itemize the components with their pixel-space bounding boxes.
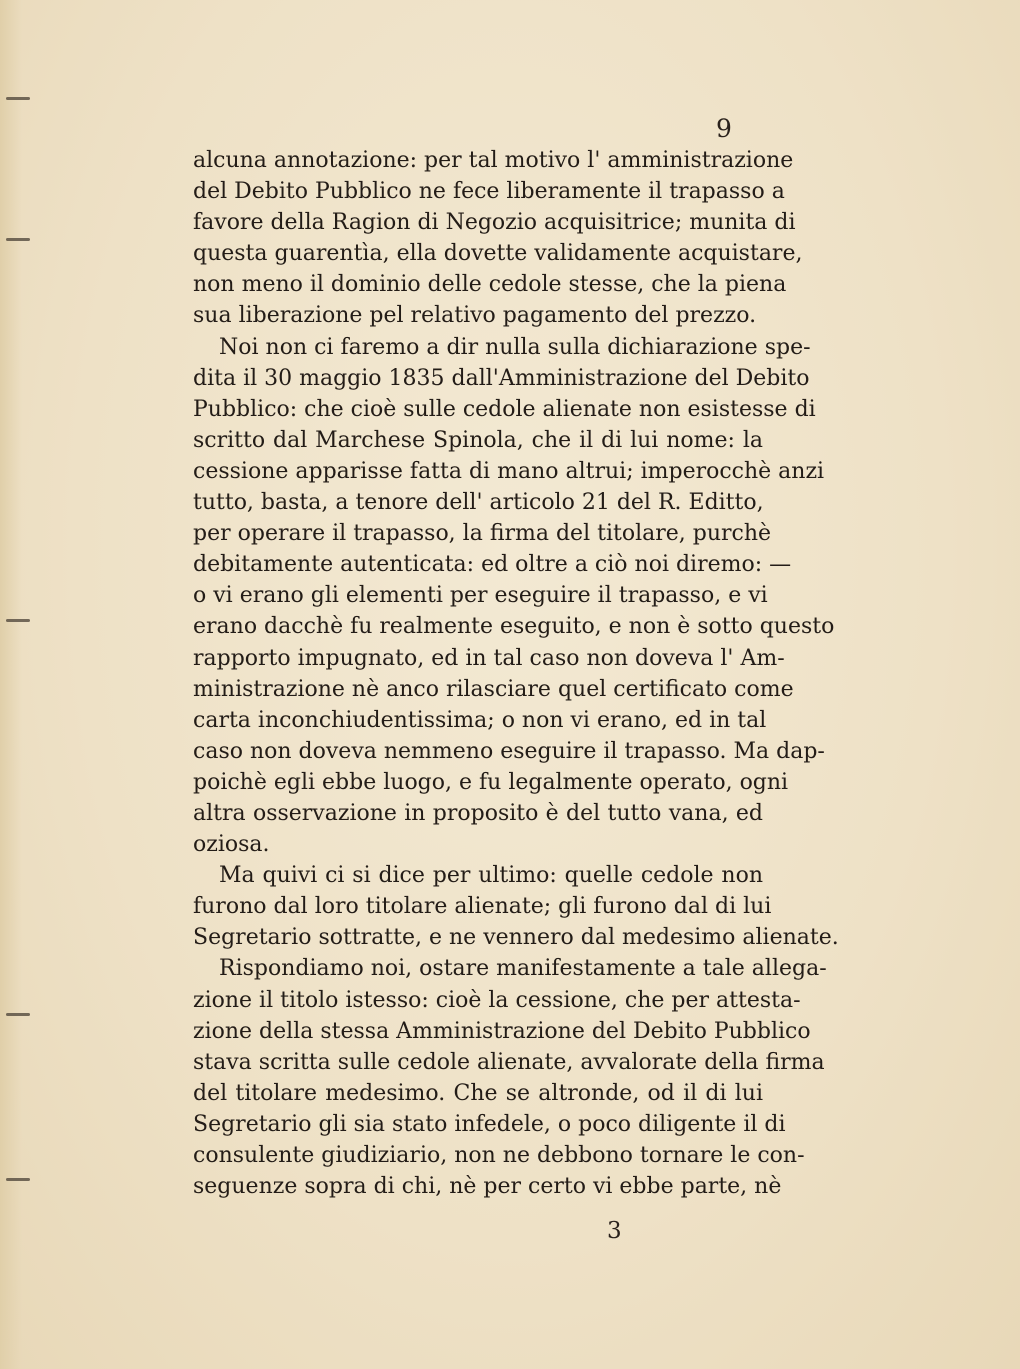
text-line: del titolare medesimo. Che se altronde, od il di lui [193,1080,763,1106]
text-line: Pubblico: che cioè sulle cedole alienate non esistesse di [193,396,816,422]
text-line: debitamente autenticata: ed oltre a ciò noi diremo: — [193,552,792,578]
text-line: Ma quivi ci si dice per ultimo: quelle cedole non [219,863,763,889]
stitch-mark [6,1013,30,1016]
text-line: consulente giudiziario, non ne debbono tornare le con- [193,1143,805,1168]
text-line: poichè egli ebbe luogo, e fu legalmente operato, ogni [193,769,789,795]
text-line: Segretario gli sia stato infedele, o poco diligente il di [193,1111,786,1137]
text-line: stava scritta sulle cedole alienate, avvalorate della firma [193,1049,825,1075]
text-line: Noi non ci faremo a dir nulla sulla dichiarazione spe- [219,334,811,360]
body-text [193,145,839,1202]
text-line: caso non doveva nemmeno eseguire il trapasso. Ma dap- [193,738,825,764]
text-line: furono dal loro titolare alienate; gli furono dal di lui [193,894,772,920]
text-line: Rispondiamo noi, ostare manifestamente a tale allega- [219,956,827,982]
text-line: carta inconchiudentissima; o non vi erano, ed in tal [193,707,767,733]
stitch-mark [6,97,30,100]
text-line: o vi erano gli elementi per eseguire il trapasso, e vi [193,583,768,609]
text-line: questa guarentìa, ella dovette validamente acquistare, [193,241,803,267]
text-line: alcuna annotazione: per tal motivo l' amministrazione [193,148,794,173]
text-line: dita il 30 maggio 1835 dall'Amministrazione del Debito [193,365,810,391]
binding-edge [0,0,22,1369]
stitch-mark [6,619,30,622]
text-line: zione il titolo istesso: cioè la cessione, che per attesta- [193,987,801,1013]
text-line: tutto, basta, a tenore dell' articolo 21 del R. Editto, [193,490,764,516]
text-line: Segretario sottratte, e ne vennero dal medesimo alienate. [193,925,839,951]
text-line: ministrazione nè anco rilasciare quel certificato come [193,676,794,702]
text-line: zione della stessa Amministrazione del Debito Pubblico [193,1018,811,1044]
text-line: rapporto impugnato, ed in tal caso non doveva l' Am- [193,645,785,671]
text-line: sua liberazione pel relativo pagamento del prezzo. [193,303,757,329]
text-line: del Debito Pubblico ne fece liberamente il trapasso a [193,179,785,205]
stitch-mark [6,1178,30,1181]
stitch-mark [6,238,30,241]
page-number: 9 [716,114,732,143]
text-line: per operare il trapasso, la firma del titolare, purchè [193,521,772,547]
text-line: seguenze sopra di chi, nè per certo vi ebbe parte, nè [193,1174,782,1200]
text-line: non meno il dominio delle cedole stesse, che la piena [193,272,787,298]
text-line: altra osservazione in proposito è del tutto vana, ed [193,800,763,826]
text-line: cessione apparisse fatta di mano altrui; imperocchè anzi [193,458,825,484]
text-line: oziosa. [193,832,270,858]
text-line: favore della Ragion di Negozio acquisitrice; munita di [193,210,796,236]
text-line: erano dacchè fu realmente eseguito, e non è sotto questo [193,614,835,640]
signature-mark: 3 [607,1218,622,1244]
text-line: scritto dal Marchese Spinola, che il di lui nome: la [193,427,763,453]
